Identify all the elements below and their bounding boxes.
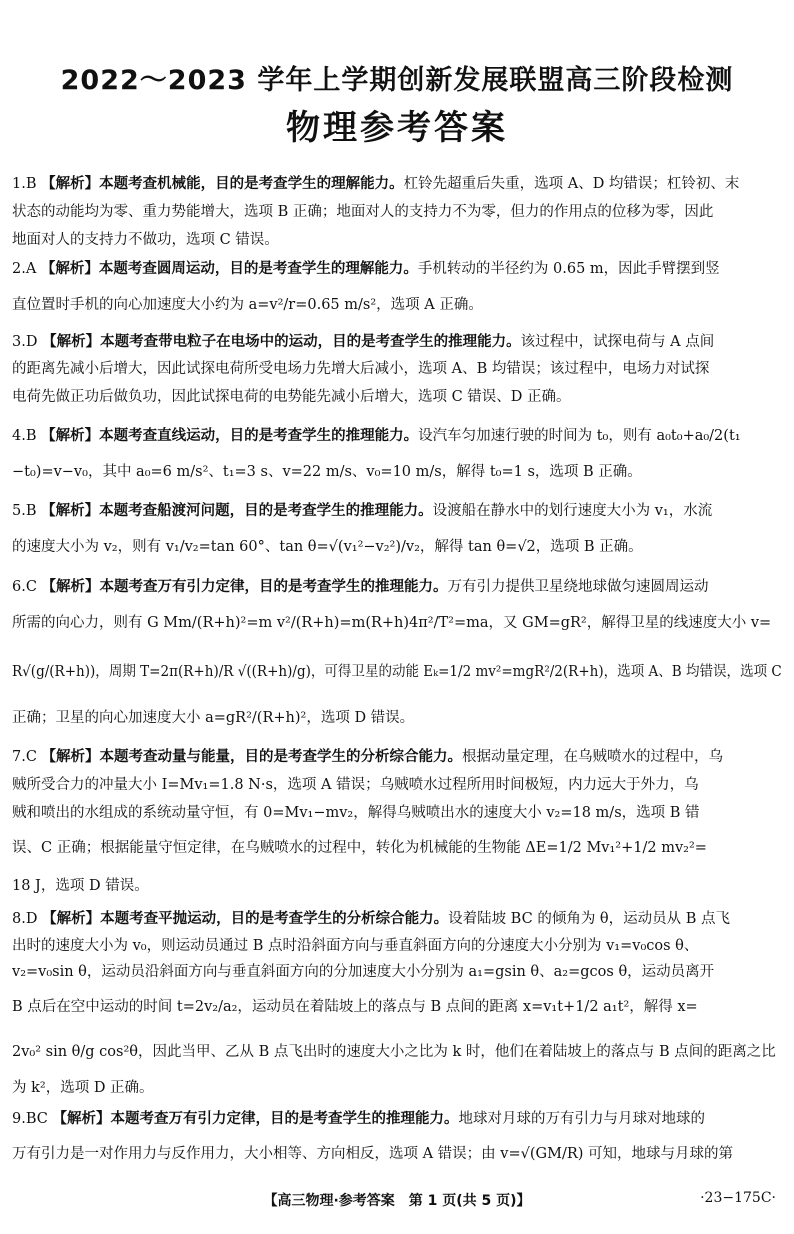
answer-3-line-2: 的距离先减小后增大，因此试探电荷所受电场力先增大后减小，选项 A、B 均错误；该过程中，电场力对试探 xyxy=(12,361,710,377)
exam-title: 2022～2023 学年上学期创新发展联盟高三阶段检测 xyxy=(60,65,734,96)
page-title: 物理参考答案 xyxy=(286,108,508,148)
answer-7-line-2: 贼所受合力的冲量大小 I=Mv₁=1.8 N·s，选项 A 错误；乌贼喷水过程所用时间极短，内力远大于外力，乌 xyxy=(12,777,699,793)
answer-6-line-1: 6.C 【解析】本题考查万有引力定律，目的是考查学生的推理能力。万有引力提供卫星绕地球做匀速圆周运动 xyxy=(12,579,709,595)
answer-2-line-2: 直位置时手机的向心加速度大小约为 a=v²/r=0.65 m/s²，选项 A 正确。 xyxy=(12,297,483,313)
answer-8-line-6: 为 k²，选项 D 正确。 xyxy=(12,1080,154,1096)
answer-8-line-5: 2v₀² sin θ/g cos²θ，因此当甲、乙从 B 点飞出时的速度大小之比为 k 时，他们在着陆坡上的落点与 B 点间的距离之比 xyxy=(12,1044,776,1060)
answer-5-line-1: 5.B 【解析】本题考查船渡河问题，目的是考查学生的推理能力。设渡船在静水中的划行速度大小为 v₁，水流 xyxy=(12,503,713,519)
answer-3-line-3: 电荷先做正功后做负功，因此试探电荷的电势能先减小后增大，选项 C 错误、D 正确。 xyxy=(12,389,571,405)
answer-3-line-1: 3.D 【解析】本题考查带电粒子在电场中的运动，目的是考查学生的推理能力。该过程中，试探电荷与 A 点间 xyxy=(12,334,715,350)
answer-9-line-1: 9.BC 【解析】本题考查万有引力定律，目的是考查学生的推理能力。地球对月球的万有引力与月球对地球的 xyxy=(12,1111,705,1127)
answer-1-line-2: 状态的动能均为零、重力势能增大，选项 B 正确；地面对人的支持力不为零，但力的作用点的位移为零，因此 xyxy=(12,204,714,220)
answer-4-line-1: 4.B 【解析】本题考查直线运动，目的是考查学生的推理能力。设汽车匀加速行驶的时间为 t₀，则有 a₀t₀+a₀/2(t₁ xyxy=(12,428,741,444)
answer-6-line-4: 正确；卫星的向心加速度大小 a=gR²/(R+h)²，选项 D 错误。 xyxy=(12,710,415,726)
answer-6-line-3: R√(g/(R+h))，周期 T=2π(R+h)/R √((R+h)/g)，可得卫星的动能 Eₖ=1/2 mv²=mgR²/2(R+h)，选项 A、B 均错误，选项 C xyxy=(12,664,782,680)
answer-8-line-2: 出时的速度大小为 v₀，则运动员通过 B 点时沿斜面方向与垂直斜面方向的分速度大小分别为 v₁=v₀cos θ、 xyxy=(12,938,699,954)
answer-1-line-3: 地面对人的支持力不做功，选项 C 错误。 xyxy=(12,232,279,248)
answer-7-line-5: 18 J，选项 D 错误。 xyxy=(12,878,149,894)
answer-8-line-1: 8.D 【解析】本题考查平抛运动，目的是考查学生的分析综合能力。设着陆坡 BC 的倾角为 θ，运动员从 B 点飞 xyxy=(12,911,731,927)
answer-7-line-3: 贼和喷出的水组成的系统动量守恒，有 0=Mv₁−mv₂，解得乌贼喷出水的速度大小 v₂=18 m/s，选项 B 错 xyxy=(12,805,700,821)
footer-page-info: 【高三物理·参考答案 第 1 页(共 5 页)】 xyxy=(263,1193,531,1209)
answer-6-line-2: 所需的向心力，则有 G Mm/(R+h)²=m v²/(R+h)=m(R+h)4π²/T²=ma，又 GM=gR²，解得卫星的线速度大小 v= xyxy=(12,615,772,631)
answer-2-line-1: 2.A 【解析】本题考查圆周运动，目的是考查学生的理解能力。手机转动的半径约为 0.65 m，因此手臂摆到竖 xyxy=(12,261,720,277)
footer-code: ·23−175C· xyxy=(700,1190,776,1206)
answer-7-line-4: 误、C 正确；根据能量守恒定律，在乌贼喷水的过程中，转化为机械能的生物能 ΔE=1/2 Mv₁²+1/2 mv₂²= xyxy=(12,840,707,856)
answer-7-line-1: 7.C 【解析】本题考查动量与能量，目的是考查学生的分析综合能力。根据动量定理，在乌贼喷水的过程中，乌 xyxy=(12,749,724,765)
answer-8-line-4: B 点后在空中运动的时间 t=2v₂/a₂，运动员在着陆坡上的落点与 B 点间的距离 x=v₁t+1/2 a₁t²，解得 x= xyxy=(12,999,698,1015)
answer-9-line-2: 万有引力是一对作用力与反作用力，大小相等、方向相反，选项 A 错误；由 v=√(GM/R) 可知，地球与月球的第 xyxy=(12,1146,734,1162)
answer-1-line-1: 1.B 【解析】本题考查机械能，目的是考查学生的理解能力。杠铃先超重后失重，选项 A、D 均错误；杠铃初、末 xyxy=(12,176,740,192)
answer-8-line-3: v₂=v₀sin θ，运动员沿斜面方向与垂直斜面方向的分加速度大小分别为 a₁=gsin θ、a₂=gcos θ，运动员离开 xyxy=(12,964,715,980)
answer-5-line-2: 的速度大小为 v₂，则有 v₁/v₂=tan 60°、tan θ=√(v₁²−v₂²)/v₂，解得 tan θ=√2，选项 B 正确。 xyxy=(12,539,643,555)
answer-4-line-2: −t₀)=v−v₀，其中 a₀=6 m/s²、t₁=3 s、v=22 m/s、v₀=10 m/s，解得 t₀=1 s，选项 B 正确。 xyxy=(12,464,642,480)
